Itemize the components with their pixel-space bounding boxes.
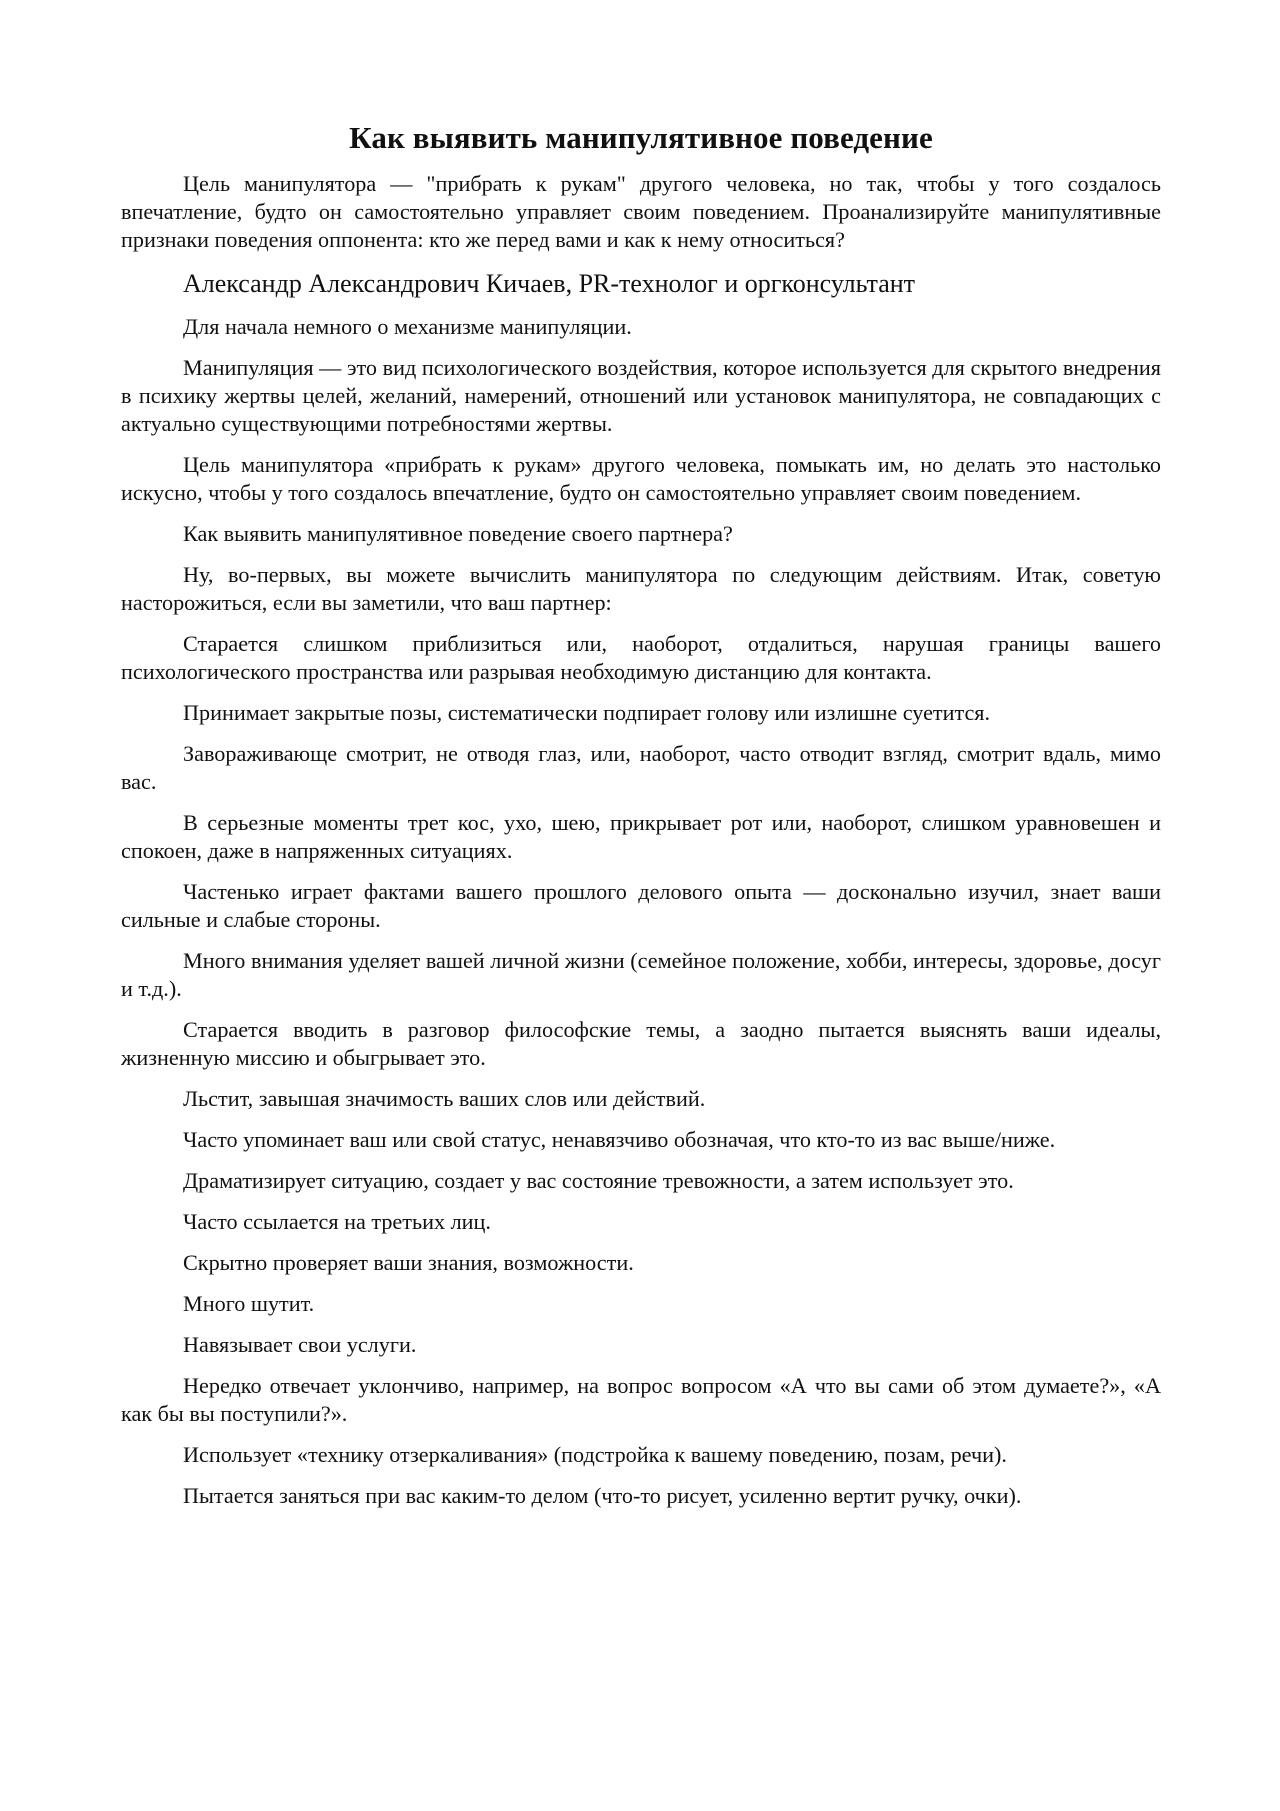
sign-item: Завораживающе смотрит, не отводя глаз, или, наоборот, часто отводит взгляд, смотрит вдаль, мимо вас.	[121, 741, 1161, 794]
sign-item: Много шутит.	[183, 1291, 315, 1316]
sign-item: Нередко отвечает уклончиво, например, на вопрос вопросом «А что вы сами об этом думаете?», «А как бы вы поступили?».	[121, 1373, 1161, 1426]
sign-item: Много внимания уделяет вашей личной жизни (семейное положение, хобби, интересы, здоровье, досуг и т.д.).	[121, 948, 1161, 1001]
paragraph-question: Как выявить манипулятивное поведение своего партнера?	[183, 521, 733, 546]
lead-paragraph: Цель манипулятора — "прибрать к рукам" другого человека, но так, чтобы у того создалось впечатление, будто он самостоятельно управляет своим поведением. Проанализируйте манипулятивные признаки поведения оппонента: кто же перед вами и как к нему относиться?	[121, 171, 1161, 252]
document-page	[121, 118, 1161, 1523]
author-line: Александр Александрович Кичаев, PR-технолог и оргконсультант	[183, 269, 916, 298]
sign-item: Старается слишком приблизиться или, наоборот, отдалиться, нарушая границы вашего психологического пространства или разрывая необходимую дистанцию для контакта.	[121, 631, 1161, 684]
sign-item: Драматизирует ситуацию, создает у вас состояние тревожности, а затем использует это.	[183, 1168, 1014, 1193]
sign-item: Принимает закрытые позы, систематически подпирает голову или излишне суетится.	[183, 700, 991, 725]
sign-item: Скрытно проверяет ваши знания, возможности.	[183, 1250, 634, 1275]
paragraph-goal: Цель манипулятора «прибрать к рукам» другого человека, помыкать им, но делать это настолько искусно, чтобы у того создалось впечатление, будто он самостоятельно управляет своим поведением.	[121, 452, 1161, 505]
sign-item: Частенько играет фактами вашего прошлого делового опыта — досконально изучил, знает ваши сильные и слабые стороны.	[121, 879, 1161, 932]
paragraph-intro: Для начала немного о механизме манипуляции.	[183, 314, 632, 339]
sign-item: Часто ссылается на третьих лиц.	[183, 1209, 491, 1234]
sign-item: Часто упоминает ваш или свой статус, ненавязчиво обозначая, что кто-то из вас выше/ниже.	[183, 1127, 1056, 1152]
sign-item: Навязывает свои услуги.	[183, 1332, 417, 1357]
sign-item: Льстит, завышая значимость ваших слов или действий.	[183, 1086, 706, 1111]
sign-item: Использует «технику отзеркаливания» (подстройка к вашему поведению, позам, речи).	[183, 1442, 1007, 1467]
paragraph-definition: Манипуляция — это вид психологического воздействия, которое используется для скрытого внедрения в психику жертвы целей, желаний, намерений, отношений или установок манипулятора, не совпадающих с актуально существующими потребностями жертвы.	[121, 355, 1161, 436]
document-title: Как выявить манипулятивное поведение	[349, 120, 933, 155]
sign-item: Старается вводить в разговор философские темы, а заодно пытается выяснять ваши идеалы, жизненную миссию и обыгрывает это.	[121, 1017, 1161, 1070]
sign-item: Пытается заняться при вас каким-то делом (что-то рисует, усиленно вертит ручку, очки).	[183, 1483, 1022, 1508]
sign-item: В серьезные моменты трет кос, ухо, шею, прикрывает рот или, наоборот, слишком уравновешен и спокоен, даже в напряженных ситуациях.	[121, 810, 1161, 863]
paragraph-list-intro: Ну, во-первых, вы можете вычислить манипулятора по следующим действиям. Итак, советую насторожиться, если вы заметили, что ваш партнер:	[121, 562, 1161, 615]
